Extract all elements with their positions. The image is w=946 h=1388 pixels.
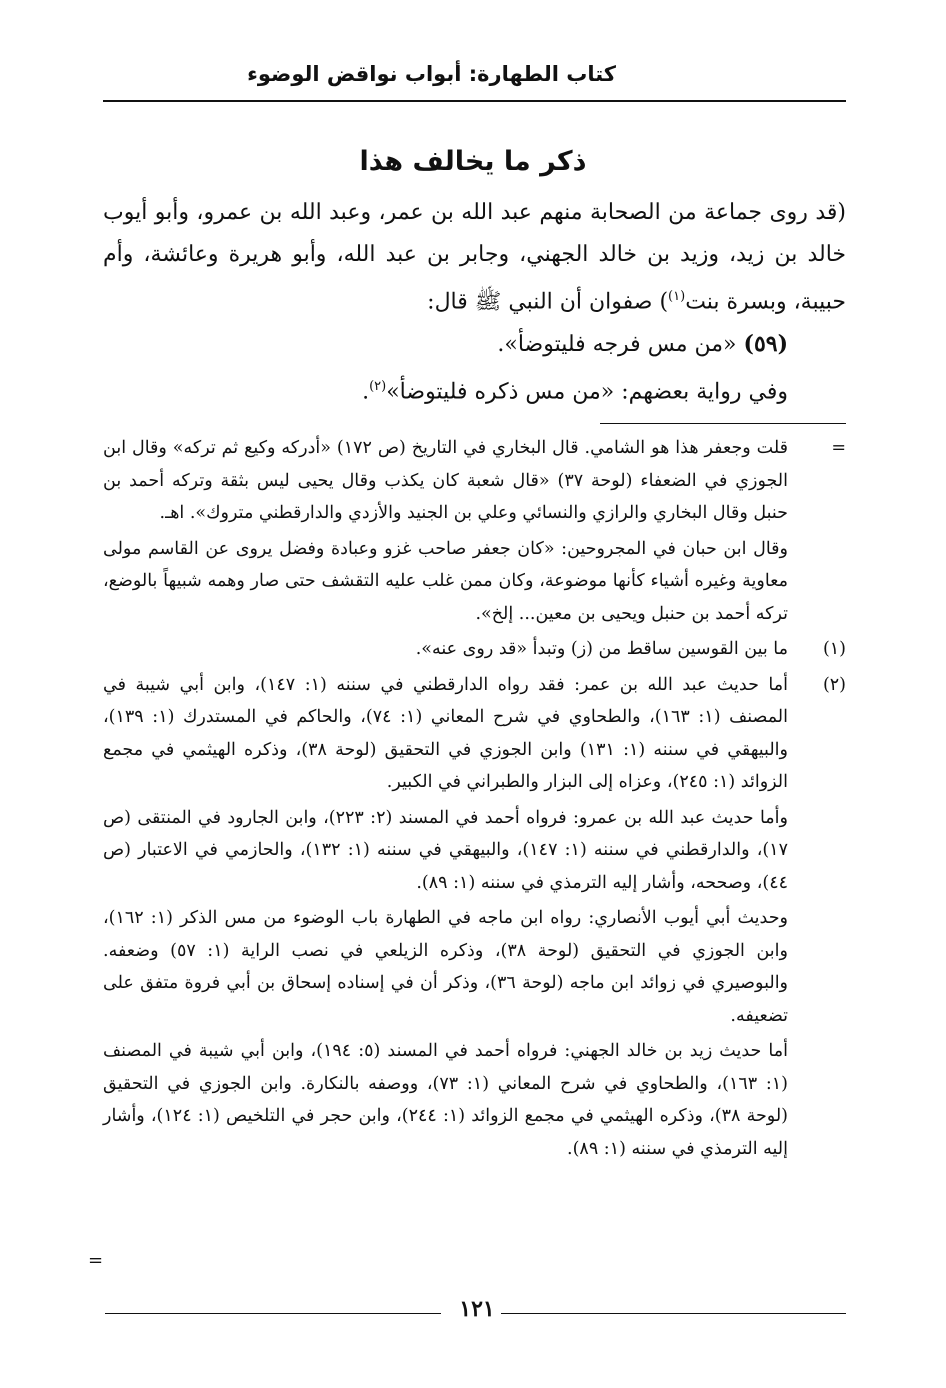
footnote-marker: (١) [822, 639, 846, 659]
hadith-number: (٥٩) [743, 331, 788, 358]
continuation-marker: = [831, 438, 846, 458]
footnote-marker: (٢) [822, 674, 846, 695]
footnote-paragraph: وأما حديث عبد الله بن عمرو: فرواه أحمد في المسند (٢: ٢٢٣)، وابن الجارود في المنتقى (ص ١٧)، والدارقطني في سننه (١: ١٤٧)، والبيهقي في سننه (١: ١٣٢)، والحازمي في الاعتبار (ص ٤٤)، وصححه، وأشار إليه الترمذي في سننه (١: ٨٩). [103, 807, 788, 893]
main-paragraph [103, 192, 846, 323]
riwaya-end: . [362, 379, 370, 405]
hadith-text: «من مس فرجه فليتوضأ». [497, 332, 737, 358]
footer-rule-left [105, 1313, 441, 1314]
page-number: ١٢١ [459, 1296, 495, 1322]
continuation-marker-next-page: = [88, 1250, 104, 1271]
riwaya-line [103, 366, 846, 413]
footnote-continuation [103, 432, 846, 630]
footnote-separator [600, 423, 846, 424]
header-rule [103, 100, 846, 102]
footnote-ref-2[interactable]: (٢) [369, 379, 387, 395]
section-heading: ذكر ما يخالف هذا [359, 146, 587, 177]
footnotes-section [103, 432, 846, 1168]
footnote-paragraph: أما حديث زيد بن خالد الجهني: فرواه أحمد في المسند (٥: ١٩٤)، وابن أبي شيبة في المصنف (١: ١٦٣)، والطحاوي في شرح المعاني (١: ٧٣)، ووصفه بالنكارة. وابن الجوزي في التحقيق (لوحة ٣٨)، وذكره الهيثمي في مجمع الزوائد (١: ٢٤٤)، وابن حجر في التلخيص (١: ١٢٤)، وأشار إليه الترمذي في سننه (١: ٨٩). [103, 1041, 788, 1159]
footnote-paragraph: ما بين القوسين ساقط من (ز) وتبدأ «قد روى عنه». [415, 639, 788, 659]
footnote-2 [103, 669, 846, 1166]
main-text [103, 192, 846, 414]
main-paragraph-part-1: (قد روى جماعة من الصحابة منهم عبد الله بن عمر، وعبد الله بن عمرو، وأبو أيوب خالد بن زيد، وزيد بن خالد الجهني، وجابر بن عبد الله، وأبو هريرة وعائشة، وأم حبيبة، وبسرة بنت [103, 200, 846, 315]
footnote-1 [103, 633, 846, 666]
running-header: كتاب الطهارة: أبواب نواقض الوضوء [247, 62, 616, 86]
footnote-paragraph: أما حديث عبد الله بن عمر: فقد رواه الدارقطني في سننه (١: ١٤٧)، وابن أبي شيبة في المصنف (١: ١٦٣)، والطحاوي في شرح المعاني (١: ٧٤)، والحاكم في المستدرك (١: ١٣٩)، والبيهقي في سننه (١: ١٣١) وابن الجوزي في التحقيق (لوحة ٣٨)، وذكره الهيثمي في مجمع الزوائد (١: ٢٤٥)، وعزاه إلى البزار والطبراني في الكبير. [103, 674, 789, 792]
footer-rule-right [501, 1313, 846, 1314]
main-paragraph-part-2: ) صفوان أن النبي ﷺ قال: [427, 289, 669, 315]
footnote-paragraph: وحديث أبي أيوب الأنصاري: رواه ابن ماجه في الطهارة باب الوضوء من مس الذكر (١: ١٦٢)، وابن الجوزي في التحقيق (لوحة ٣٨)، وذكره الزيلعي في نصب الراية (١: ٥٧) وضعفه. والبوصيري في زوائد ابن ماجه (لوحة ٣٦)، وذكر أن في إسناده إسحاق بن أبي فروة متفق على تضعيفه. [103, 908, 789, 1026]
riwaya-text: وفي رواية بعضهم: «من مس ذكره فليتوضأ» [386, 379, 788, 405]
footnote-paragraph: وقال ابن حبان في المجروحين: «كان جعفر صاحب غزو وعبادة وفضل يروى عن القاسم مولى معاوية وغيره أشياء كأنها موضوعة، وكان ممن غلب عليه التقشف حتى صار وهمه شبيهاً بالوضع، تركه أحمد بن حنبل ويحيى بن معين... إلخ». [103, 538, 788, 624]
hadith-line [103, 323, 846, 366]
footnote-ref-1[interactable]: (١) [668, 289, 686, 304]
footnote-paragraph: قلت وجعفر هذا هو الشامي. قال البخاري في التاريخ (ص ١٧٢) «أدركه وكيع ثم تركه» وقال ابن الجوزي في الضعفاء (لوحة ٣٧) «قال شعبة كان يكذب وقال يحيى ليس بثقة وتركه أحمد بن حنبل وقال البخاري والرازي والنسائي وعلي بن الجنيد والأزدي والدارقطني متروك». اهـ. [103, 438, 788, 523]
